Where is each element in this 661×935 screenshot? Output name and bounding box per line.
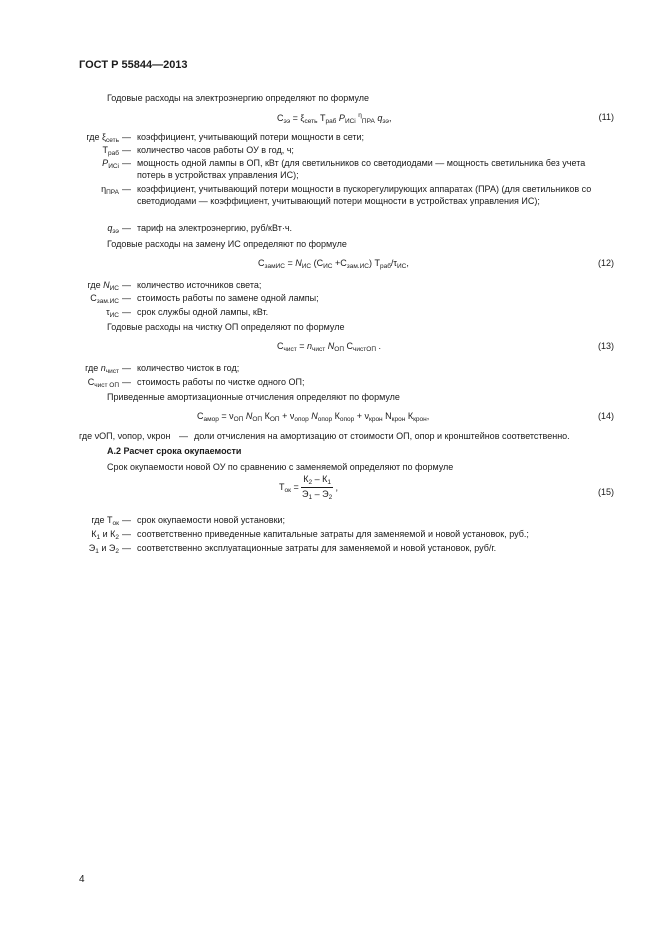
definition-item <box>79 157 616 181</box>
definition-item <box>79 542 616 554</box>
formula-15: $Т_{ок}$ = $\frac{К_2 - К_1}{Э_1 - Э_2}$ , <box>279 474 338 501</box>
definition-item <box>79 306 616 318</box>
definition-term: где $N_{ИС}$ <box>87 280 119 292</box>
definition-term: где $n_{чист}$ <box>85 363 119 375</box>
definition-text: количество источников света; <box>137 280 262 290</box>
definition-text: соответственно приведенные капитальные затраты для заменяемой и новой установок, руб.; <box>137 529 529 539</box>
definition-text: срок окупаемости новой установки; <box>137 515 286 525</box>
definition-text: мощность одной лампы в ОП, кВт (для светильников со светодиодами — мощность светильника без учета потерь в устройствах управления ИС); <box>137 158 586 180</box>
definition-dash: — <box>122 515 131 525</box>
definition-term: $P_{ИСi}$ <box>102 158 119 170</box>
definition-item <box>79 514 616 526</box>
paragraph-cleaning: Годовые расходы на чистку ОП определяют по формуле <box>107 322 345 332</box>
definition-item <box>79 528 616 540</box>
paragraph-electricity: Годовые расходы на электроэнергию определяют по формуле <box>107 93 370 103</box>
definition-term: где $Т_{ок}$ <box>91 515 119 527</box>
equation-number-11: (11) <box>598 112 614 122</box>
formula-13: $С_{чист} = n_{чист}$ $N_{ОП}$ $С_{чистОП}$ . <box>277 341 382 353</box>
definition-dash: — <box>122 223 131 233</box>
definition-dash: — <box>122 132 131 142</box>
definition-dash: — <box>122 377 131 387</box>
definition-item <box>79 279 616 291</box>
definition-text: доли отчисления на амортизацию от стоимости ОП, опор и кронштейнов соответственно. <box>194 431 570 441</box>
definition-dash: — <box>122 280 131 290</box>
definition-term: где νОП, νопор, νкрон <box>79 431 171 441</box>
section-heading-a2: А.2 Расчет срока окупаемости <box>107 446 242 456</box>
definition-term: $\tau_{ИС}$ <box>106 307 119 319</box>
definition-text: стоимость работы по замене одной лампы; <box>137 293 319 303</box>
formula-11: $С_{ээ} = \xi_{сеть}$ $Т_{раб}$ $P_{ИСi}$ $^\eta_{ПРА}$ $q_{ээ}$, <box>277 112 392 125</box>
definition-text: коэффициент, учитывающий потери мощности в сети; <box>137 132 365 142</box>
page-number: 4 <box>79 874 85 885</box>
definition-dash: — <box>122 307 131 317</box>
definition-dash: — <box>122 529 131 539</box>
definition-text: коэффициент, учитывающий потери мощности в пускорегулирующих аппаратах (ПРА) (для светильников со светодиодами — коэффициент, учитывающий потери мощности в устройствах управления ИС); <box>137 184 592 206</box>
definition-term: $\eta_{ПРА}$ <box>101 184 119 196</box>
definition-item <box>79 131 616 143</box>
definition-text: количество чисток в год; <box>137 363 240 373</box>
definition-text: соответственно эксплуатационные затраты для заменяемой и новой установок, руб/г. <box>137 543 497 553</box>
equation-number-14: (14) <box>597 411 614 421</box>
document-header: ГОСТ Р 55844—2013 <box>79 59 188 71</box>
equation-number-15: (15) <box>597 487 614 497</box>
definition-text: стоимость работы по чистке одного ОП; <box>137 377 305 387</box>
definition-item <box>79 183 616 207</box>
paragraph-payback: Срок окупаемости новой ОУ по сравнению с заменяемой определяют по формуле <box>107 462 454 472</box>
definition-term: $q_{ээ}$ <box>107 223 119 235</box>
formula-12: $С_{замИС} = N_{ИС}$ $(С_{ИС} +С_{зам.ИС})$ $Т_{раб}/\tau_{ИС}$, <box>258 258 409 270</box>
definition-item <box>79 376 616 388</box>
equation-number-12: (12) <box>597 258 614 268</box>
definition-item <box>79 292 616 304</box>
definition-dash: — <box>122 145 131 155</box>
definition-item <box>79 430 616 442</box>
definition-term: $С_{зам.ИС}$ <box>90 293 119 305</box>
definition-term: $Э_1$ и $Э_2$ <box>88 543 119 555</box>
definition-term: $С_{чист ОП}$ <box>87 377 119 389</box>
definition-text: тариф на электроэнергию, руб/кВт·ч. <box>137 223 293 233</box>
definition-dash: — <box>122 293 131 303</box>
formula-14: $С_{амор} = \nu_{ОП}$ $N_{ОП}$ $К_{ОП} + \nu_{опор}$ $N_{опор}$ $К_{опор} + \nu_{крон}$ $N_{крон}$ $К_{крон}$, <box>197 411 430 423</box>
definition-term: $К_1$ и $К_2$ <box>91 529 119 541</box>
definition-dash: — <box>122 158 131 168</box>
definition-item <box>79 144 616 156</box>
definition-item <box>79 362 616 374</box>
equation-number-13: (13) <box>597 341 614 351</box>
paragraph-replacement: Годовые расходы на замену ИС определяют по формуле <box>107 239 347 249</box>
definition-term: где $\xi_{сеть}$ <box>86 132 119 144</box>
paragraph-amortization: Приведенные амортизационные отчисления определяют по формуле <box>107 392 400 402</box>
definition-term: $Т_{раб}$ <box>102 145 119 157</box>
definition-dash: — <box>122 543 131 553</box>
definition-dash: — <box>122 363 131 373</box>
definition-text: количество часов работы ОУ в год, ч; <box>137 145 294 155</box>
definition-text: срок службы одной лампы, кВт. <box>137 307 269 317</box>
definition-dash: — <box>122 184 131 194</box>
definition-dash: — <box>179 431 188 441</box>
definition-item <box>79 222 616 234</box>
